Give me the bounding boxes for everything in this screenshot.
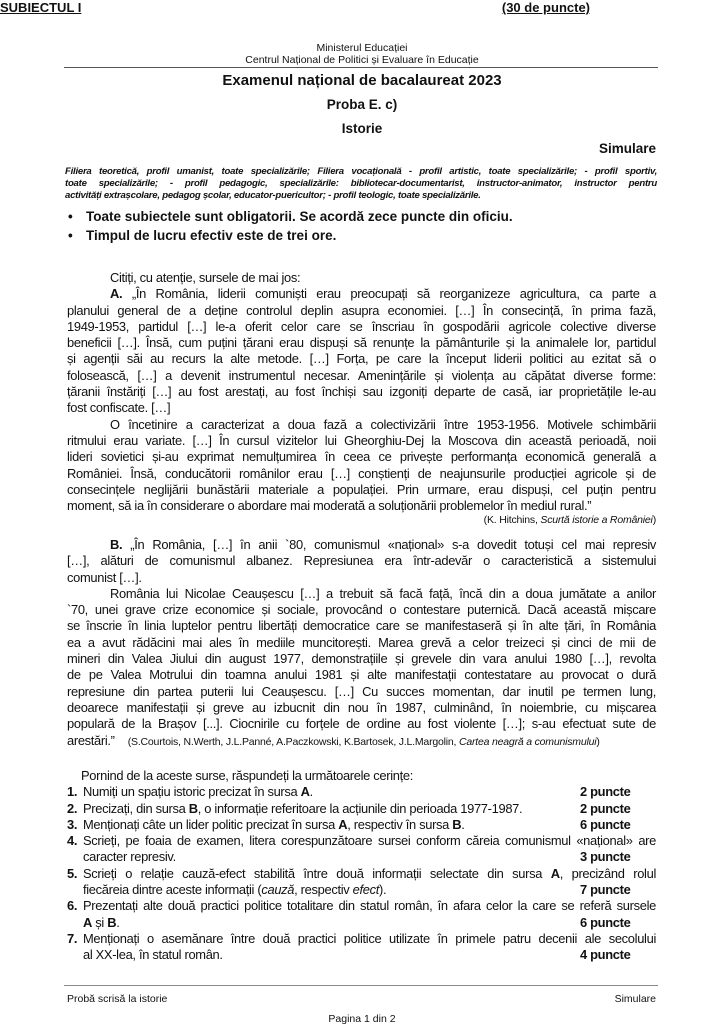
source-a-body — [67, 286, 656, 514]
source-line — [67, 335, 656, 351]
question-text-segment: . — [461, 816, 465, 832]
question-number: 5. — [67, 865, 78, 881]
question-points: 6 puncte — [580, 816, 631, 832]
source-b-last-line — [67, 733, 656, 750]
question-number: 2. — [67, 800, 78, 816]
question-text-segment: B — [188, 800, 198, 816]
source-text: țăranii înstăriți […] au fost arestați, au fost închiși sau izgoniți departe de casă, iar proprietățile le-au — [67, 384, 656, 400]
exam-title: Examenul național de bacalaureat 2023 — [222, 72, 502, 89]
source-line — [67, 368, 656, 384]
source-line — [67, 537, 656, 553]
source-b-citation — [128, 736, 600, 748]
question-text-segment: B — [452, 816, 462, 832]
question-text — [83, 882, 580, 898]
question-text-segment: caracter represiv. — [83, 849, 176, 865]
question-text-segment: A — [300, 784, 310, 800]
question-points: 3 puncte — [580, 849, 631, 865]
questions — [67, 768, 656, 964]
source-text: fost confiscate. […] — [67, 400, 171, 416]
question-text-segment: Precizați, din sursa — [83, 800, 189, 816]
source-text: 1949-1953, partidul […] le-a oferit celor care se înscriau în gospodării agricole colective diverse — [67, 318, 656, 334]
source-text: O încetinire a caracterizat a doua fază a colectivizării între 1953-1956. Motivele schimbării — [110, 416, 656, 432]
source-text: lideri sovietici și-au exprimat nemulțumirea în ceea ce privește performanța economică generală a — [67, 449, 656, 465]
source-label: B. — [110, 537, 123, 552]
source-text: se înscrie în linia luptelor pentru libertăți democratice care se manifestaseră și în alte țări, în România — [67, 618, 656, 634]
question-text-segment: fiecăreia dintre aceste informații ( — [83, 882, 262, 898]
question-text — [83, 898, 656, 914]
source-text: de pe Valea Motrului din toamna anului 1981 și alte manifestații contestatare au provocat o dură — [67, 667, 656, 683]
question-text — [83, 947, 580, 963]
source-text: planului general de a deține controlul deplin asupra economiei. […] În consecință, în prima fază, — [67, 302, 656, 318]
citation-title: Cartea neagră a comunismului — [458, 735, 597, 748]
source-line — [67, 433, 656, 449]
source-text: consecințele neglijării bunăstării materiale a populației. Prin urmare, erau dispuși, cel puțin pentru — [67, 481, 656, 497]
question-text-segment: A — [338, 816, 348, 832]
source-label: A. — [110, 286, 123, 302]
citation-end: ) — [652, 514, 656, 527]
bullet-icon: • — [68, 228, 73, 243]
source-line — [67, 602, 656, 618]
section-title: SUBIECTUL I — [0, 0, 82, 15]
source-text: și agenții săi au recurs la alte metode. […] Forța, pe care la început liderii politici au ezitat să o — [67, 351, 656, 367]
source-line — [67, 319, 656, 335]
citation-title: Scurtă istorie a României — [540, 514, 653, 527]
question-text — [83, 784, 580, 800]
question-text-segment: B — [107, 914, 117, 930]
source-b — [67, 537, 656, 750]
instruction-text: Toate subiectele sunt obligatorii. Se acordă zece puncte din oficiu. — [86, 209, 513, 224]
exam-variant: Simulare — [598, 141, 656, 156]
question-text-segment: A — [550, 865, 560, 881]
question-text-segment: Prezentați alte două practici politice totalitare din statul român, în afara celor la care se referă sursele — [83, 898, 656, 914]
source-line — [67, 651, 656, 667]
source-b-body — [67, 537, 656, 733]
source-line — [67, 303, 656, 319]
filiera-line: toate specializările; - profil pedagogic, specializările: bibliotecar-documentarist, instructor-animator, instructor pentru — [65, 178, 657, 189]
source-text: „În România, […] în anii `80, comunismul «național» s-a dovedit totuși cel mai represiv — [122, 537, 656, 552]
question-text — [83, 833, 656, 849]
ministry-name: Ministerul Educației — [316, 42, 408, 54]
citation-author: (S.Courtois, N.Werth, J.L.Panné, A.Paczkowski, K.Bartosek, J.L.Margolin, — [127, 735, 459, 748]
question-text-segment: Scrieți o relație cauză-efect stabilită între două informații selectate din sursa — [83, 865, 551, 881]
source-text: `70, unei grave crize economice și sociale, provocând o contestare puternică. Dacă această mișcare — [67, 602, 656, 618]
question-text-segment: . — [116, 914, 120, 930]
question-points: 2 puncte — [580, 800, 631, 816]
source-text: România lui Nicolae Ceaușescu […] a trebuit să facă față, încă din a doua jumătate a anilor — [110, 585, 656, 601]
question-row — [67, 784, 656, 800]
source-text: folosească, […] a devenit instrumentul necesar. Amenințările și violența au căpătat diverse forme: — [67, 367, 656, 383]
source-line — [67, 286, 656, 302]
filiera-line: Filiera teoretică, profil umanist, toate specializările; Filiera vocațională - profil artistic, toate specializările; - profil sportiv, — [65, 166, 657, 177]
source-text: moment, să ia în considerare o abordare mai moderată a soluționării problemelor în mediul rural.” — [67, 498, 592, 514]
question-list — [67, 784, 656, 963]
question-text-segment: , respectiv în sursa — [347, 816, 453, 832]
question-text — [83, 849, 580, 865]
question-text-segment: Scrieți, pe foaia de examen, litera corespunzătoare sursei conform căreia comunismul «național» are — [83, 833, 656, 849]
filiera-text — [65, 166, 657, 202]
question-number — [67, 882, 83, 898]
source-line — [67, 716, 656, 732]
source-text: beneficii […]. Însă, cum puțini țărani erau dispuși să renunțe la pământurile și la animalele lor, partidul — [67, 335, 656, 351]
instruction-item — [68, 226, 513, 245]
question-points: 6 puncte — [580, 914, 631, 930]
source-text: comunist […]. — [67, 569, 142, 585]
question-number: 6. — [67, 898, 78, 914]
exam-subject: Istorie — [341, 121, 383, 136]
footer-divider — [64, 985, 658, 986]
source-line — [67, 482, 656, 498]
question-text — [83, 915, 580, 931]
question-row — [67, 866, 656, 882]
source-line — [67, 570, 656, 586]
question-text-segment: cauză — [261, 882, 295, 898]
page-number: Pagina 1 din 2 — [328, 1013, 396, 1025]
exam-proba: Proba E. c) — [326, 97, 398, 112]
question-row — [67, 915, 656, 931]
question-text — [83, 866, 656, 882]
instruction-text: Timpul de lucru efectiv este de trei ore. — [86, 228, 337, 243]
question-text-segment: , precizând rolul — [559, 865, 656, 881]
question-text-segment: . — [309, 784, 313, 800]
source-text: populară de la Brașov [...]. Ciocnirile cu forțele de ordine au fost violente […]; s-au efectuat sute de — [67, 716, 656, 732]
question-text-segment: A — [83, 914, 92, 930]
question-text-segment: și — [92, 914, 108, 930]
source-line — [67, 700, 656, 716]
question-number — [67, 915, 83, 931]
source-text: României. Însă, conducătorii românilor erau […] conștienți de neajunsurile producției agricole și de — [67, 465, 656, 481]
question-text-segment: al XX-lea, în statul român. — [83, 947, 223, 963]
source-text: arestări.” — [67, 732, 115, 748]
section-points: (30 de puncte) — [501, 0, 590, 15]
question-points: 4 puncte — [580, 947, 631, 963]
bullet-icon: • — [68, 209, 73, 224]
section-header — [0, 0, 590, 15]
source-line — [67, 449, 656, 465]
questions-intro: Pornind de la aceste surse, răspundeți la următoarele cerințe: — [81, 768, 413, 783]
question-number — [67, 849, 83, 865]
citation-author: (K. Hitchins, — [483, 514, 541, 527]
source-line — [67, 667, 656, 683]
source-text: „În România, liderii comuniști erau preocupați să reorganizeze agricultura, ca parte a — [122, 286, 656, 302]
question-text-segment: efect — [352, 882, 380, 898]
question-number: 1. — [67, 784, 78, 800]
source-line — [67, 384, 656, 400]
question-text-segment: , o informație referitoare la acțiunile din perioada 1977-1987. — [197, 800, 523, 816]
source-text: deoarece manifestații și greve au izbucnit din nou în 1987, culminând, în noiembrie, cu mișcarea — [67, 699, 656, 715]
filiera-line: activități extrașcolare, pedagog școlar, educator-puericultor; - profil teologic, toate specializările. — [65, 190, 481, 201]
question-row — [67, 817, 656, 833]
question-row — [67, 931, 656, 947]
intro-text: Citiți, cu atenție, sursele de mai jos: — [110, 270, 301, 285]
question-number: 4. — [67, 833, 78, 849]
source-line — [67, 618, 656, 634]
question-points: 7 puncte — [580, 882, 631, 898]
source-line — [67, 417, 656, 433]
question-text-segment: Numiți un spațiu istoric precizat în sursa — [83, 784, 301, 800]
header-divider — [64, 67, 658, 68]
footer-left: Probă scrisă la istorie — [67, 993, 168, 1005]
question-row — [67, 882, 656, 898]
source-line — [67, 400, 656, 416]
question-text-segment: , respectiv — [294, 882, 353, 898]
question-number: 3. — [67, 816, 78, 832]
question-text-segment: ). — [379, 882, 387, 898]
source-text: ritmului erau variate. […] În cursul vizitelor lui Gheorghiu-Dej la Moscova din această perioadă, noii — [67, 432, 656, 448]
question-number — [67, 947, 83, 963]
question-row — [67, 849, 656, 865]
source-line — [67, 553, 656, 569]
source-a — [67, 270, 656, 527]
citation-end: ) — [596, 735, 600, 748]
instruction-item — [68, 207, 513, 226]
source-text: […], alături de comunismul albanez. Represiunea era într-adevăr o caracteristică a sistemului — [67, 553, 656, 569]
source-line — [67, 466, 656, 482]
source-line — [67, 498, 656, 514]
source-a-citation — [67, 514, 656, 527]
source-line — [67, 586, 656, 602]
question-row — [67, 833, 656, 849]
question-text — [83, 817, 580, 833]
source-line — [67, 351, 656, 367]
question-row — [67, 801, 656, 817]
source-text: ea a avut rădăcini mai ales în mediile muncitorești. Marea grevă a celor treizeci și cinci de mii de — [67, 634, 656, 650]
footer-right: Simulare — [614, 993, 656, 1005]
question-text-segment: Menționați câte un lider politic precizat în sursa — [83, 816, 339, 832]
question-text-segment: Menționați o asemănare între două practici politice utilizate în primele patru decenii ale secolului — [83, 930, 656, 946]
source-line — [67, 635, 656, 651]
question-row — [67, 947, 656, 963]
source-line — [67, 684, 656, 700]
center-name: Centrul Național de Politici și Evaluare în Educație — [245, 54, 479, 66]
instructions-list — [68, 207, 513, 245]
question-text — [83, 931, 656, 947]
question-number: 7. — [67, 930, 78, 946]
question-row — [67, 898, 656, 914]
question-text — [83, 801, 580, 817]
source-text: mineri din Valea Jiului din august 1977, demonstrațiile și grevele din vara anului 1980 […], revolta — [67, 651, 656, 667]
question-points: 2 puncte — [580, 784, 631, 800]
source-text: represiune din partea puterii lui Ceaușescu. […] Cu succes momentan, dar inutil pe termen lung, — [67, 683, 656, 699]
